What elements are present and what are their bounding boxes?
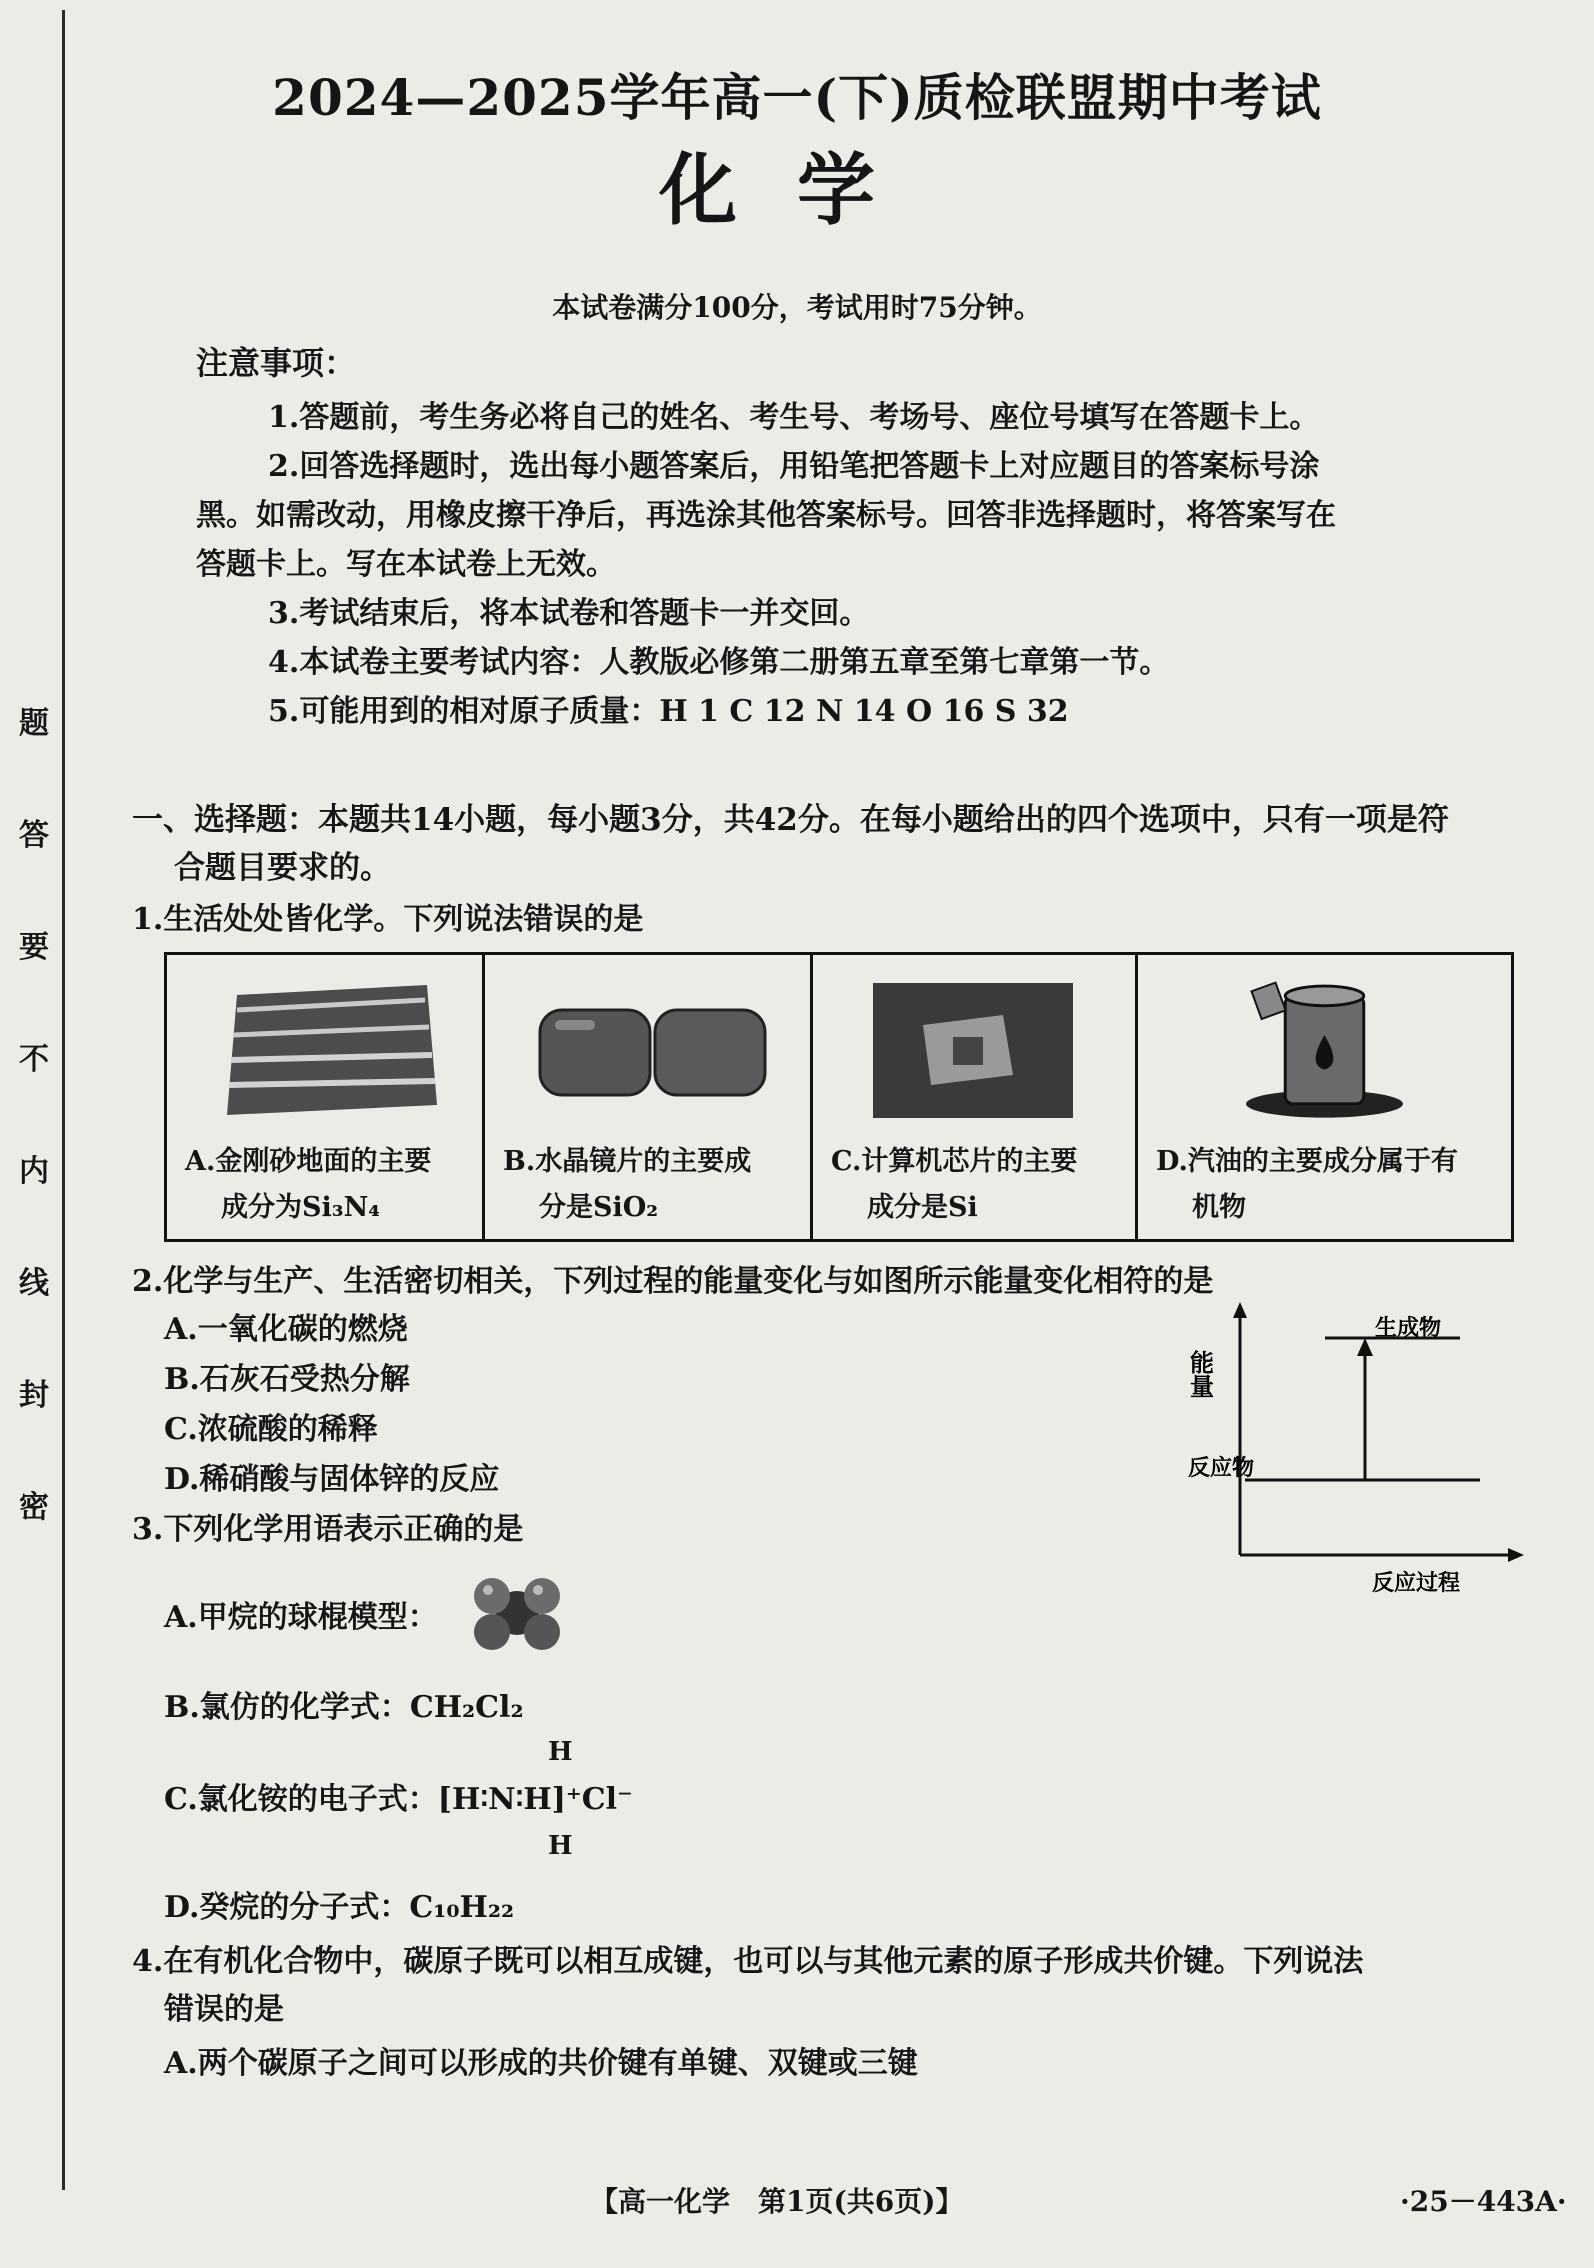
subject-title: 化学	[658, 145, 935, 236]
paper-code: ·25－443A·	[1400, 2185, 1567, 2218]
side-notice-char: 线	[19, 1266, 49, 1301]
chip-image	[813, 955, 1135, 1133]
side-notice-char: 内	[19, 1154, 49, 1189]
exam-title: 2024—2025学年高一(下)质检联盟期中考试	[272, 68, 1322, 127]
y-axis-label: 能量	[1185, 1350, 1215, 1398]
x-axis-label: 反应过程	[1372, 1570, 1461, 1596]
q1-option-c	[813, 1133, 1135, 1231]
option-line: 机物	[1192, 1192, 1246, 1223]
reactant-label: 反应物	[1188, 1455, 1255, 1481]
side-notice-char: 不	[19, 1042, 49, 1077]
question-stem: 3.下列化学用语表示正确的是	[132, 1512, 524, 1547]
section-line: 一、选择题：本题共14小题，每小题3分，共42分。在每小题给出的四个选项中，只有一项是符	[132, 802, 1449, 838]
q3-option-d	[164, 1884, 514, 1932]
q3-option-a: A.甲烷的球棍模型：	[164, 1600, 438, 1635]
option-line: D.汽油的主要成分属于有	[1156, 1146, 1458, 1177]
methane-ball-stick-model	[462, 1568, 572, 1658]
side-notice-char: 答	[19, 818, 49, 853]
option-line: C.计算机芯片的主要	[831, 1146, 1078, 1177]
note-item: 黑。如需改动，用橡皮擦干净后，再选涂其他答案标号。回答非选择题时，将答案写在	[196, 498, 1336, 533]
q3-option-c	[164, 1776, 633, 1824]
exam-info: 本试卷满分100分，考试用时75分钟。	[552, 291, 1042, 324]
option-label: C.氯化铵的电子式：	[164, 1782, 438, 1817]
energy-diagram	[1170, 1300, 1530, 1600]
question-stem: 1.生活处处皆化学。下列说法错误的是	[132, 902, 644, 937]
option-label: B.氯仿的化学式：	[164, 1690, 410, 1725]
side-notice-char: 要	[19, 930, 49, 965]
side-notice-char: 密	[19, 1490, 49, 1525]
q2-option-b: B.石灰石受热分解	[164, 1362, 410, 1397]
q1-options-table	[164, 952, 1514, 1242]
q1-option-cell	[812, 954, 1137, 1241]
q2-option-c: C.浓硫酸的稀释	[164, 1412, 378, 1447]
chloroform-formula: CH₂Cl₂	[409, 1690, 524, 1725]
y-axis-arrow	[1233, 1302, 1247, 1318]
section-heading	[132, 796, 1532, 892]
x-axis-arrow	[1508, 1548, 1524, 1562]
electron-formula-bottom-h: H	[548, 1831, 573, 1861]
floor-image	[167, 955, 482, 1133]
note-item: 5.可能用到的相对原子质量：H 1 C 12 N 14 O 16 S 32	[268, 694, 1069, 729]
ammonium-chloride-electron-formula: [H∶N∶H]⁺Cl⁻	[437, 1782, 633, 1817]
note-item: 1.答题前，考生务必将自己的姓名、考生号、考场号、座位号填写在答题卡上。	[268, 400, 1320, 435]
side-notice-char: 题	[19, 706, 49, 741]
question-stem: 4.在有机化合物中，碳原子既可以相互成键，也可以与其他元素的原子形成共价键。下列说法	[132, 1944, 1364, 1979]
q3-option-b	[164, 1684, 524, 1732]
q1-option-d	[1138, 1133, 1511, 1231]
q1-option-cell	[1137, 954, 1513, 1241]
question-stem-cont: 错误的是	[164, 1992, 284, 2027]
option-line: 成分是Si	[867, 1192, 978, 1223]
q1-option-cell	[484, 954, 812, 1241]
note-item: 4.本试卷主要考试内容：人教版必修第二册第五章至第七章第一节。	[268, 645, 1170, 680]
page-footer: 【高一化学 第1页(共6页)】	[590, 2185, 964, 2218]
option-line: B.水晶镜片的主要成	[503, 1146, 752, 1177]
note-item: 2.回答选择题时，选出每小题答案后，用铅笔把答题卡上对应题目的答案标号涂	[268, 449, 1320, 484]
q1-option-b	[485, 1133, 810, 1231]
q1-option-a	[167, 1133, 482, 1231]
binding-line	[62, 10, 65, 2190]
option-label: D.癸烷的分子式：	[164, 1890, 410, 1925]
lens-image	[485, 955, 810, 1133]
q2-option-a: A.一氧化碳的燃烧	[164, 1312, 408, 1347]
energy-arrow-head	[1357, 1338, 1373, 1356]
question-stem: 2.化学与生产、生活密切相关，下列过程的能量变化与如图所示能量变化相符的是	[132, 1264, 1214, 1299]
decane-formula: C₁₀H₂₂	[409, 1890, 515, 1925]
note-item: 答题卡上。写在本试卷上无效。	[196, 547, 616, 582]
option-line: 成分为Si₃N₄	[221, 1192, 381, 1223]
oil-barrel-image	[1138, 955, 1511, 1133]
notes-heading: 注意事项：	[196, 344, 357, 382]
note-item: 3.考试结束后，将本试卷和答题卡一并交回。	[268, 596, 870, 631]
section-line: 合题目要求的。	[174, 850, 391, 886]
q2-option-d: D.稀硝酸与固体锌的反应	[164, 1462, 500, 1497]
product-label: 生成物	[1375, 1315, 1442, 1341]
q1-option-cell	[166, 954, 484, 1241]
option-line: 分是SiO₂	[539, 1192, 659, 1223]
option-line: A.金刚砂地面的主要	[185, 1146, 432, 1177]
q4-option-a: A.两个碳原子之间可以形成的共价键有单键、双键或三键	[164, 2046, 918, 2081]
side-notice-char: 封	[19, 1378, 49, 1413]
electron-formula-top-h: H	[548, 1737, 573, 1767]
